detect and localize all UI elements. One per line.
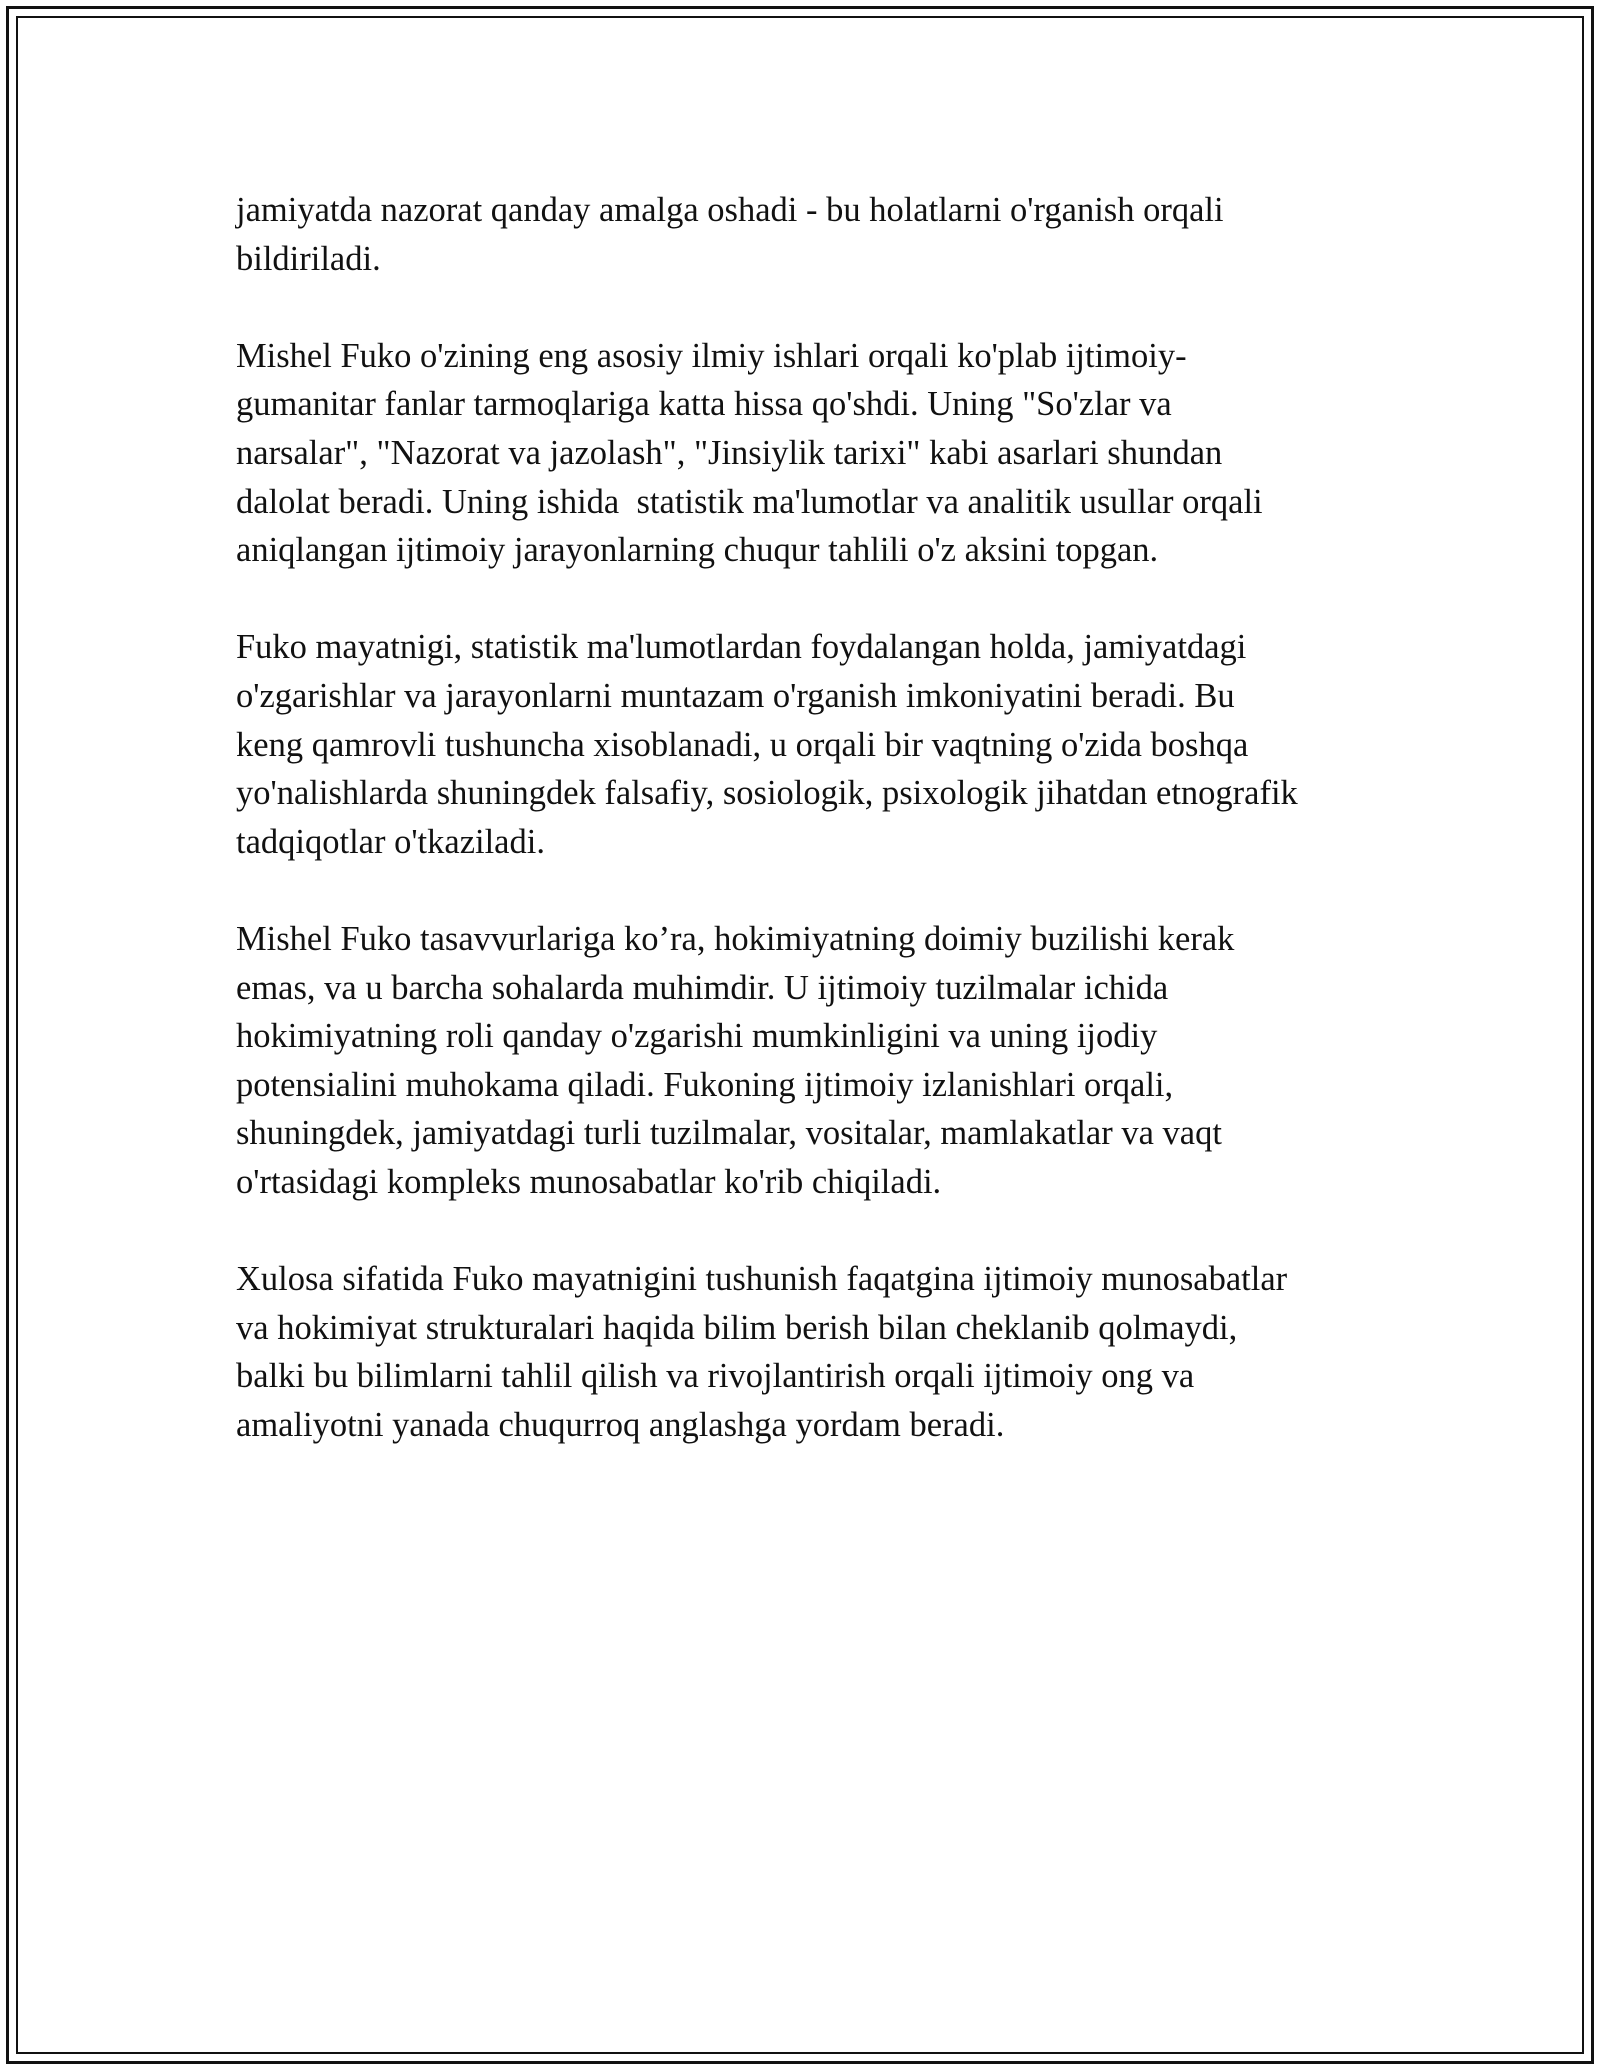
text-line: gumanitar fanlar tarmoqlariga katta hissa qo'shdi. Uning "So'zlar va [236, 385, 1172, 424]
text-line: balki bu bilimlarni tahlil qilish va rivojlantirish orqali ijtimoiy ong va [236, 1357, 1195, 1396]
text-line: narsalar", "Nazorat va jazolash", "Jinsiylik tarixi" kabi asarlari shundan [236, 433, 1223, 472]
text-line: Mishel Fuko o'zining eng asosiy ilmiy ishlari orqali ko'plab ijtimoiy- [236, 336, 1187, 375]
text-line: emas, va u barcha sohalarda muhimdir. U ijtimoiy tuzilmalar ichida [236, 968, 1169, 1007]
text-line: Mishel Fuko tasavvurlariga ko’ra, hokimiyatning doimiy buzilishi kerak [236, 919, 1235, 958]
text-line: va hokimiyat strukturalari haqida bilim berish bilan cheklanib qolmaydi, [236, 1308, 1238, 1347]
paragraph [236, 623, 1406, 866]
text-line: potensialini muhokama qiladi. Fukoning ijtimoiy izlanishlari orqali, [236, 1065, 1174, 1104]
document-body [236, 186, 1406, 1498]
paragraph [236, 915, 1406, 1207]
paragraph [236, 1255, 1406, 1449]
text-line: aniqlangan ijtimoiy jarayonlarning chuqur tahlili o'z aksini topgan. [236, 531, 1159, 570]
text-line: yo'nalishlarda shuningdek falsafiy, sosiologik, psixologik jihatdan etnografik [236, 774, 1298, 813]
text-line: Xulosa sifatida Fuko mayatnigini tushunish faqatgina ijtimoiy munosabatlar [236, 1260, 1288, 1299]
text-line: dalolat beradi. Uning ishida statistik ma'lumotlar va analitik usullar orqali [236, 482, 1263, 521]
text-line: jamiyatda nazorat qanday amalga oshadi - bu holatlarni o'rganish orqali [236, 191, 1224, 229]
paragraph [236, 332, 1406, 575]
text-line: Fuko mayatnigi, statistik ma'lumotlardan foydalangan holda, jamiyatdagi [236, 628, 1247, 667]
paragraph [236, 186, 1406, 283]
text-line: shuningdek, jamiyatdagi turli tuzilmalar, vositalar, mamlakatlar va vaqt [236, 1114, 1222, 1153]
text-line: amaliyotni yanada chuqurroq anglashga yordam beradi. [236, 1405, 1005, 1444]
text-line: o'zgarishlar va jarayonlarni muntazam o'rganish imkoniyatini beradi. Bu [236, 676, 1235, 715]
text-line: keng qamrovli tushuncha xisoblanadi, u orqali bir vaqtning o'zida boshqa [236, 725, 1249, 764]
text-line: bildiriladi. [236, 239, 381, 278]
text-line: o'rtasidagi kompleks munosabatlar ko'rib chiqiladi. [236, 1162, 942, 1201]
text-line: hokimiyatning roli qanday o'zgarishi mumkinligini va uning ijodiy [236, 1017, 1158, 1056]
text-line: tadqiqotlar o'tkaziladi. [236, 822, 545, 861]
